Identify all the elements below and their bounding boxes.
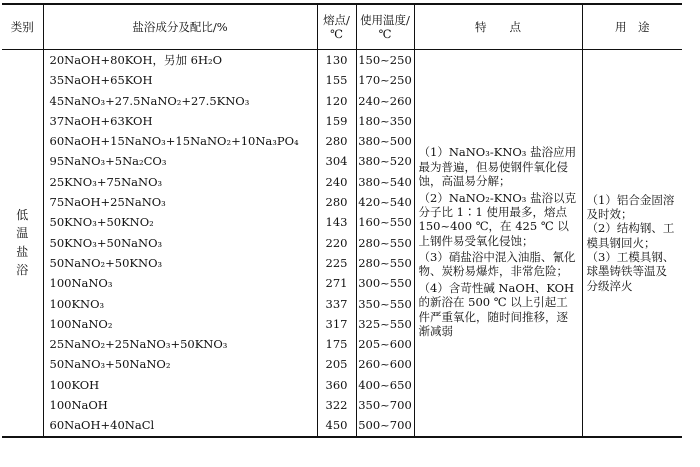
use-temp-cell: 180~350 (356, 111, 414, 131)
composition-cell: 37NaOH+63KOH (43, 111, 317, 131)
header-use-temp-unit: ℃ (378, 27, 392, 41)
melting-point-cell: 120 (317, 91, 356, 111)
melting-point-cell: 450 (317, 415, 356, 436)
melting-point-cell: 304 (317, 151, 356, 171)
header-melting-point-label: 熔点/ (323, 12, 350, 27)
melting-point-cell: 143 (317, 212, 356, 232)
use-temp-cell: 170~250 (356, 70, 414, 90)
composition-cell: 60NaOH+15NaNO₃+15NaNO₂+10Na₃PO₄ (43, 131, 317, 151)
use-temp-cell: 280~550 (356, 253, 414, 273)
table-row (2, 50, 682, 71)
category-cell (2, 50, 43, 437)
salt-bath-table (2, 3, 682, 438)
use-temp-cell: 325~550 (356, 314, 414, 334)
header-melting-point-unit: ℃ (330, 27, 343, 41)
feature-note: （2）NaNO₂-KNO₃ 盐浴以克分子比 1∶1 使用最多，熔点 150~400 ℃，在 425 ℃ 以上钢件易受氧化侵蚀； (418, 190, 577, 248)
header-melting-point (317, 4, 356, 50)
use-temp-cell: 420~540 (356, 192, 414, 212)
use-temp-cell: 350~700 (356, 395, 414, 415)
melting-point-cell: 159 (317, 111, 356, 131)
composition-cell: 75NaOH+25NaNO₃ (43, 192, 317, 212)
use-temp-cell: 380~500 (356, 131, 414, 151)
melting-point-cell: 280 (317, 131, 356, 151)
header-row (2, 4, 682, 50)
melting-point-cell: 225 (317, 253, 356, 273)
use-temp-cell: 150~250 (356, 50, 414, 71)
feature-note: （1）NaNO₃-KNO₃ 盐浴应用最为普遍，但易使钢件氧化侵蚀，高温易分解； (418, 145, 577, 189)
use-temp-cell: 350~550 (356, 294, 414, 314)
melting-point-cell: 220 (317, 233, 356, 253)
use-note: （2）结构钢、工模具钢回火； (586, 221, 675, 250)
composition-cell: 20NaOH+80KOH，另加 6H₂O (43, 50, 317, 71)
use-temp-cell: 300~550 (356, 273, 414, 293)
composition-cell: 100NaOH (43, 395, 317, 415)
composition-cell: 45NaNO₃+27.5NaNO₂+27.5KNO₃ (43, 91, 317, 111)
melting-point-cell: 360 (317, 375, 356, 395)
use-note: （3）工模具钢、球墨铸铁等温及分级淬火 (586, 250, 675, 293)
melting-point-cell: 130 (317, 50, 356, 71)
composition-cell: 100KOH (43, 375, 317, 395)
use-note: （1）铝合金固溶及时效； (586, 192, 675, 221)
use-temp-cell: 380~520 (356, 151, 414, 171)
category-label: 低温盐浴 (16, 207, 29, 278)
feature-note: （4）含苛性碱 NaOH、KOH 的新浴在 500 ℃ 以上引起工件严重氧化，随时间推移，逐渐减弱 (418, 280, 575, 338)
composition-cell: 95NaNO₃+5Na₂CO₃ (43, 151, 317, 171)
header-category: 类别 (2, 4, 43, 50)
use-temp-cell: 380~540 (356, 172, 414, 192)
composition-cell: 35NaOH+65KOH (43, 70, 317, 90)
melting-point-cell: 240 (317, 172, 356, 192)
header-uses: 用 途 (582, 4, 682, 50)
composition-cell: 50NaNO₂+50KNO₃ (43, 253, 317, 273)
header-features: 特 点 (414, 4, 582, 50)
composition-cell: 25NaNO₂+25NaNO₃+50KNO₃ (43, 334, 317, 354)
composition-cell: 100NaNO₃ (43, 273, 317, 293)
melting-point-cell: 337 (317, 294, 356, 314)
melting-point-cell: 155 (317, 70, 356, 90)
composition-cell: 50NaNO₃+50NaNO₂ (43, 354, 317, 374)
composition-cell: 50KNO₃+50NaNO₃ (43, 233, 317, 253)
composition-cell: 60NaOH+40NaCl (43, 415, 317, 436)
header-use-temp-label: 使用温度/ (360, 12, 410, 27)
use-temp-cell: 240~260 (356, 91, 414, 111)
uses-cell (582, 50, 682, 437)
melting-point-cell: 317 (317, 314, 356, 334)
header-use-temp (356, 4, 414, 50)
composition-cell: 100KNO₃ (43, 294, 317, 314)
melting-point-cell: 205 (317, 354, 356, 374)
composition-cell: 100NaNO₂ (43, 314, 317, 334)
use-temp-cell: 400~650 (356, 375, 414, 395)
use-temp-cell: 260~600 (356, 354, 414, 374)
use-temp-cell: 160~550 (356, 212, 414, 232)
use-temp-cell: 500~700 (356, 415, 414, 436)
feature-note: （3）硝盐浴中混入油脂、氰化物、炭粉易爆炸，非常危险； (418, 250, 576, 279)
use-temp-cell: 280~550 (356, 233, 414, 253)
composition-cell: 50KNO₃+50KNO₂ (43, 212, 317, 232)
features-cell (414, 50, 582, 437)
use-temp-cell: 205~600 (356, 334, 414, 354)
header-composition: 盐浴成分及配比/% (43, 4, 317, 50)
melting-point-cell: 280 (317, 192, 356, 212)
melting-point-cell: 175 (317, 334, 356, 354)
melting-point-cell: 322 (317, 395, 356, 415)
composition-cell: 25KNO₃+75NaNO₃ (43, 172, 317, 192)
melting-point-cell: 271 (317, 273, 356, 293)
